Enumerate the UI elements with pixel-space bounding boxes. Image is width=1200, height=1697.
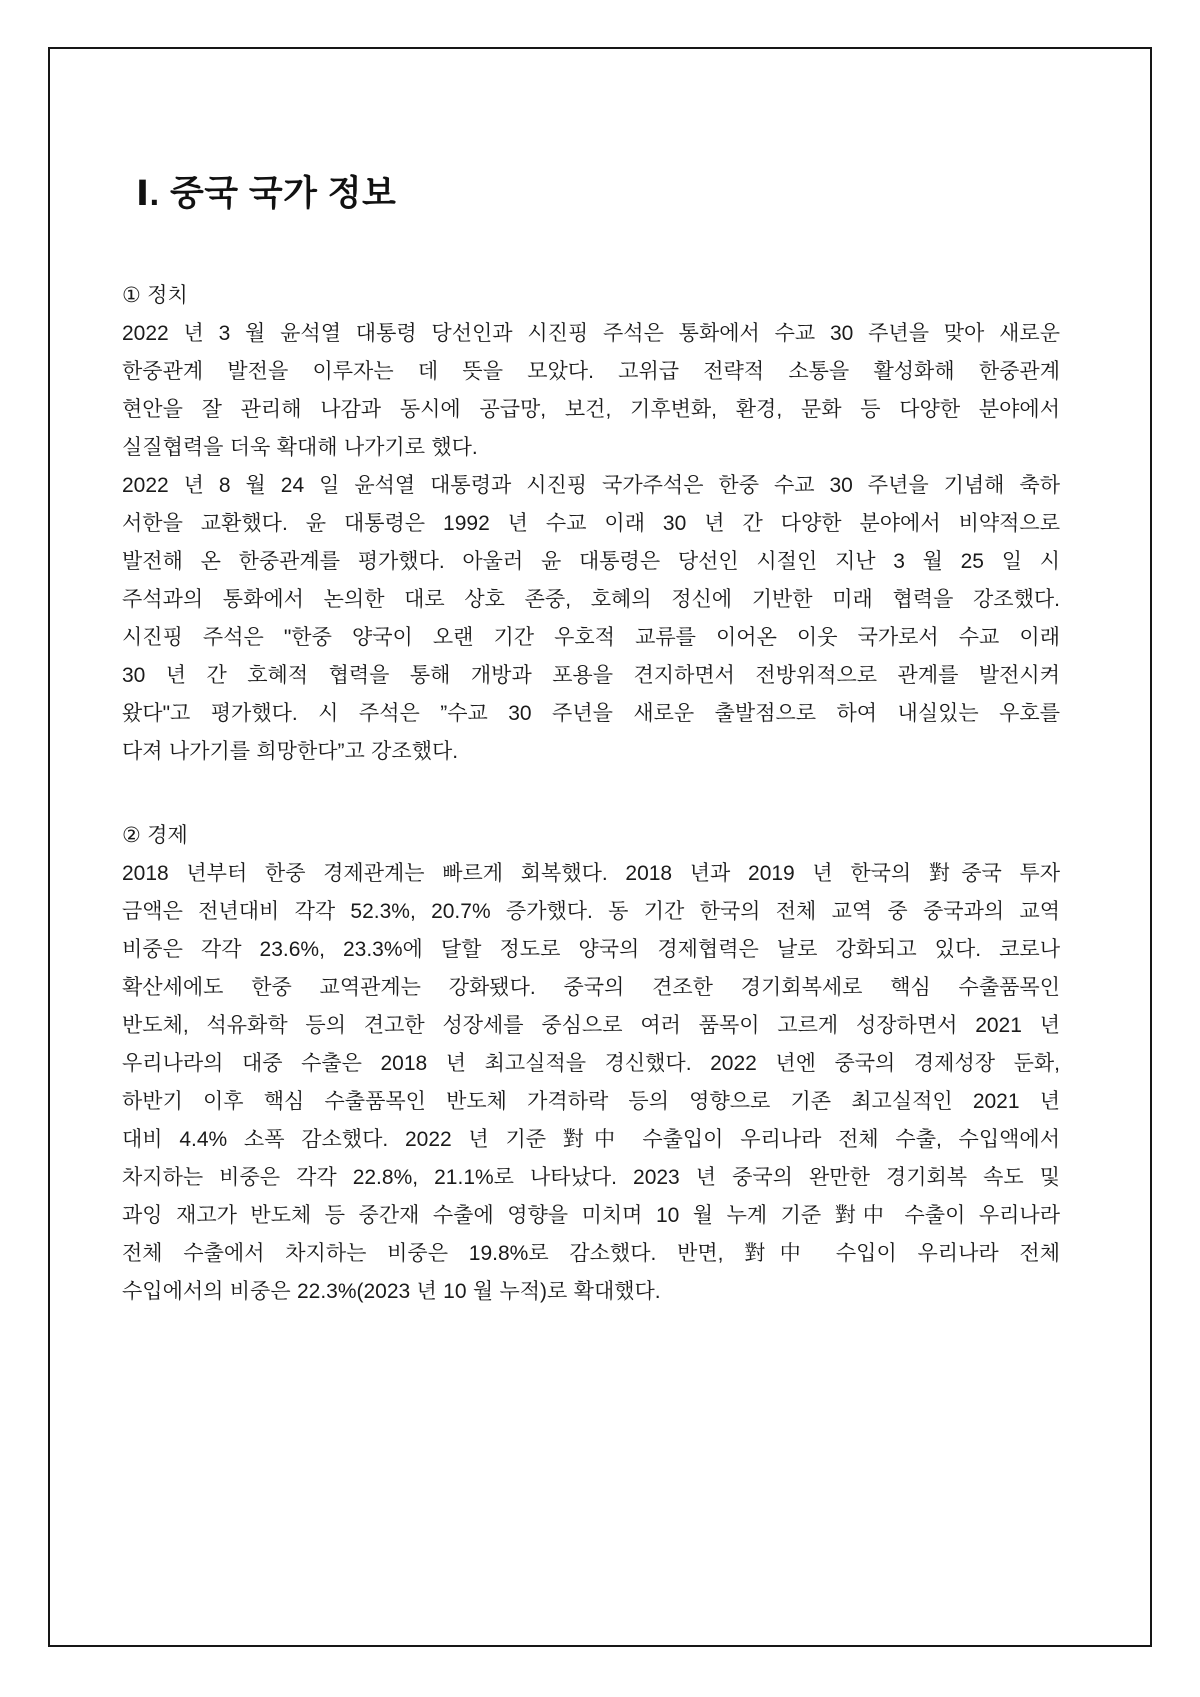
text-line: 30 년 간 호혜적 협력을 통해 개방과 포용을 견지하면서 전방위적으로 관계를 발전시켜	[122, 664, 1060, 687]
document-content	[122, 172, 1060, 1311]
text-line: 수입에서의 비중은 22.3%(2023 년 10 월 누적)로 확대했다.	[122, 1280, 661, 1303]
section-2	[122, 817, 1060, 1311]
text-line: 금액은 전년대비 각각 52.3%, 20.7% 증가했다. 동 기간 한국의 전체 교역 중 중국과의 교역	[122, 900, 1060, 923]
text-line: 주석과의 통화에서 논의한 대로 상호 존중, 호혜의 정신에 기반한 미래 협력을 강조했다.	[122, 588, 1060, 611]
text-line: 한중관계 발전을 이루자는 데 뜻을 모았다. 고위급 전략적 소통을 활성화해 한중관계	[122, 360, 1060, 383]
text-line: 2022 년 8 월 24 일 윤석열 대통령과 시진핑 국가주석은 한중 수교 30 주년을 기념해 축하	[122, 474, 1060, 497]
text-line: 반도체, 석유화학 등의 견고한 성장세를 중심으로 여러 품목이 고르게 성장하면서 2021 년	[122, 1014, 1060, 1037]
paragraph	[122, 855, 1060, 1311]
text-line: 현안을 잘 관리해 나감과 동시에 공급망, 보건, 기후변화, 환경, 문화 등 다양한 분야에서	[122, 398, 1060, 421]
paragraph	[122, 467, 1060, 771]
text-line: 과잉 재고가 반도체 등 중간재 수출에 영향을 미치며 10 월 누계 기준 對中 수출이 우리나라	[122, 1204, 1060, 1227]
document-title: Ⅰ. 중국 국가 정보	[136, 174, 397, 213]
text-line: 2022 년 3 월 윤석열 대통령 당선인과 시진핑 주석은 통화에서 수교 30 주년을 맞아 새로운	[122, 322, 1060, 345]
text-line: 다져 나가기를 희망한다”고 강조했다.	[122, 740, 459, 763]
sections-container	[122, 277, 1060, 1311]
text-line: 대비 4.4% 소폭 감소했다. 2022 년 기준 對中 수출입이 우리나라 전체 수출, 수입액에서	[122, 1128, 1060, 1151]
text-line: 시진핑 주석은 "한중 양국이 오랜 기간 우호적 교류를 이어온 이웃 국가로서 수교 이래	[122, 626, 1060, 649]
paragraph	[122, 315, 1060, 467]
section-1	[122, 277, 1060, 771]
text-line: 서한을 교환했다. 윤 대통령은 1992 년 수교 이래 30 년 간 다양한 분야에서 비약적으로	[122, 512, 1060, 535]
text-line: 전체 수출에서 차지하는 비중은 19.8%로 감소했다. 반면, 對中 수입이 우리나라 전체	[122, 1242, 1060, 1265]
text-line: 실질협력을 더욱 확대해 나가기로 했다.	[122, 436, 478, 459]
text-line: 차지하는 비중은 각각 22.8%, 21.1%로 나타났다. 2023 년 중국의 완만한 경기회복 속도 및	[122, 1166, 1060, 1189]
text-line: 2018 년부터 한중 경제관계는 빠르게 회복했다. 2018 년과 2019 년 한국의 對중국 투자	[122, 862, 1060, 885]
section-heading: ① 정치	[122, 284, 188, 307]
text-line: 확산세에도 한중 교역관계는 강화됐다. 중국의 견조한 경기회복세로 핵심 수출품목인	[122, 976, 1060, 999]
text-line: 발전해 온 한중관계를 평가했다. 아울러 윤 대통령은 당선인 시절인 지난 3 월 25 일 시	[122, 550, 1060, 573]
text-line: 비중은 각각 23.6%, 23.3%에 달할 정도로 양국의 경제협력은 날로 강화되고 있다. 코로나	[122, 938, 1060, 961]
text-line: 하반기 이후 핵심 수출품목인 반도체 가격하락 등의 영향으로 기존 최고실적인 2021 년	[122, 1090, 1060, 1113]
text-line: 왔다"고 평가했다. 시 주석은 ”수교 30 주년을 새로운 출발점으로 하여 내실있는 우호를	[122, 702, 1060, 725]
section-heading: ② 경제	[122, 824, 188, 847]
text-line: 우리나라의 대중 수출은 2018 년 최고실적을 경신했다. 2022 년엔 중국의 경제성장 둔화,	[122, 1052, 1060, 1075]
